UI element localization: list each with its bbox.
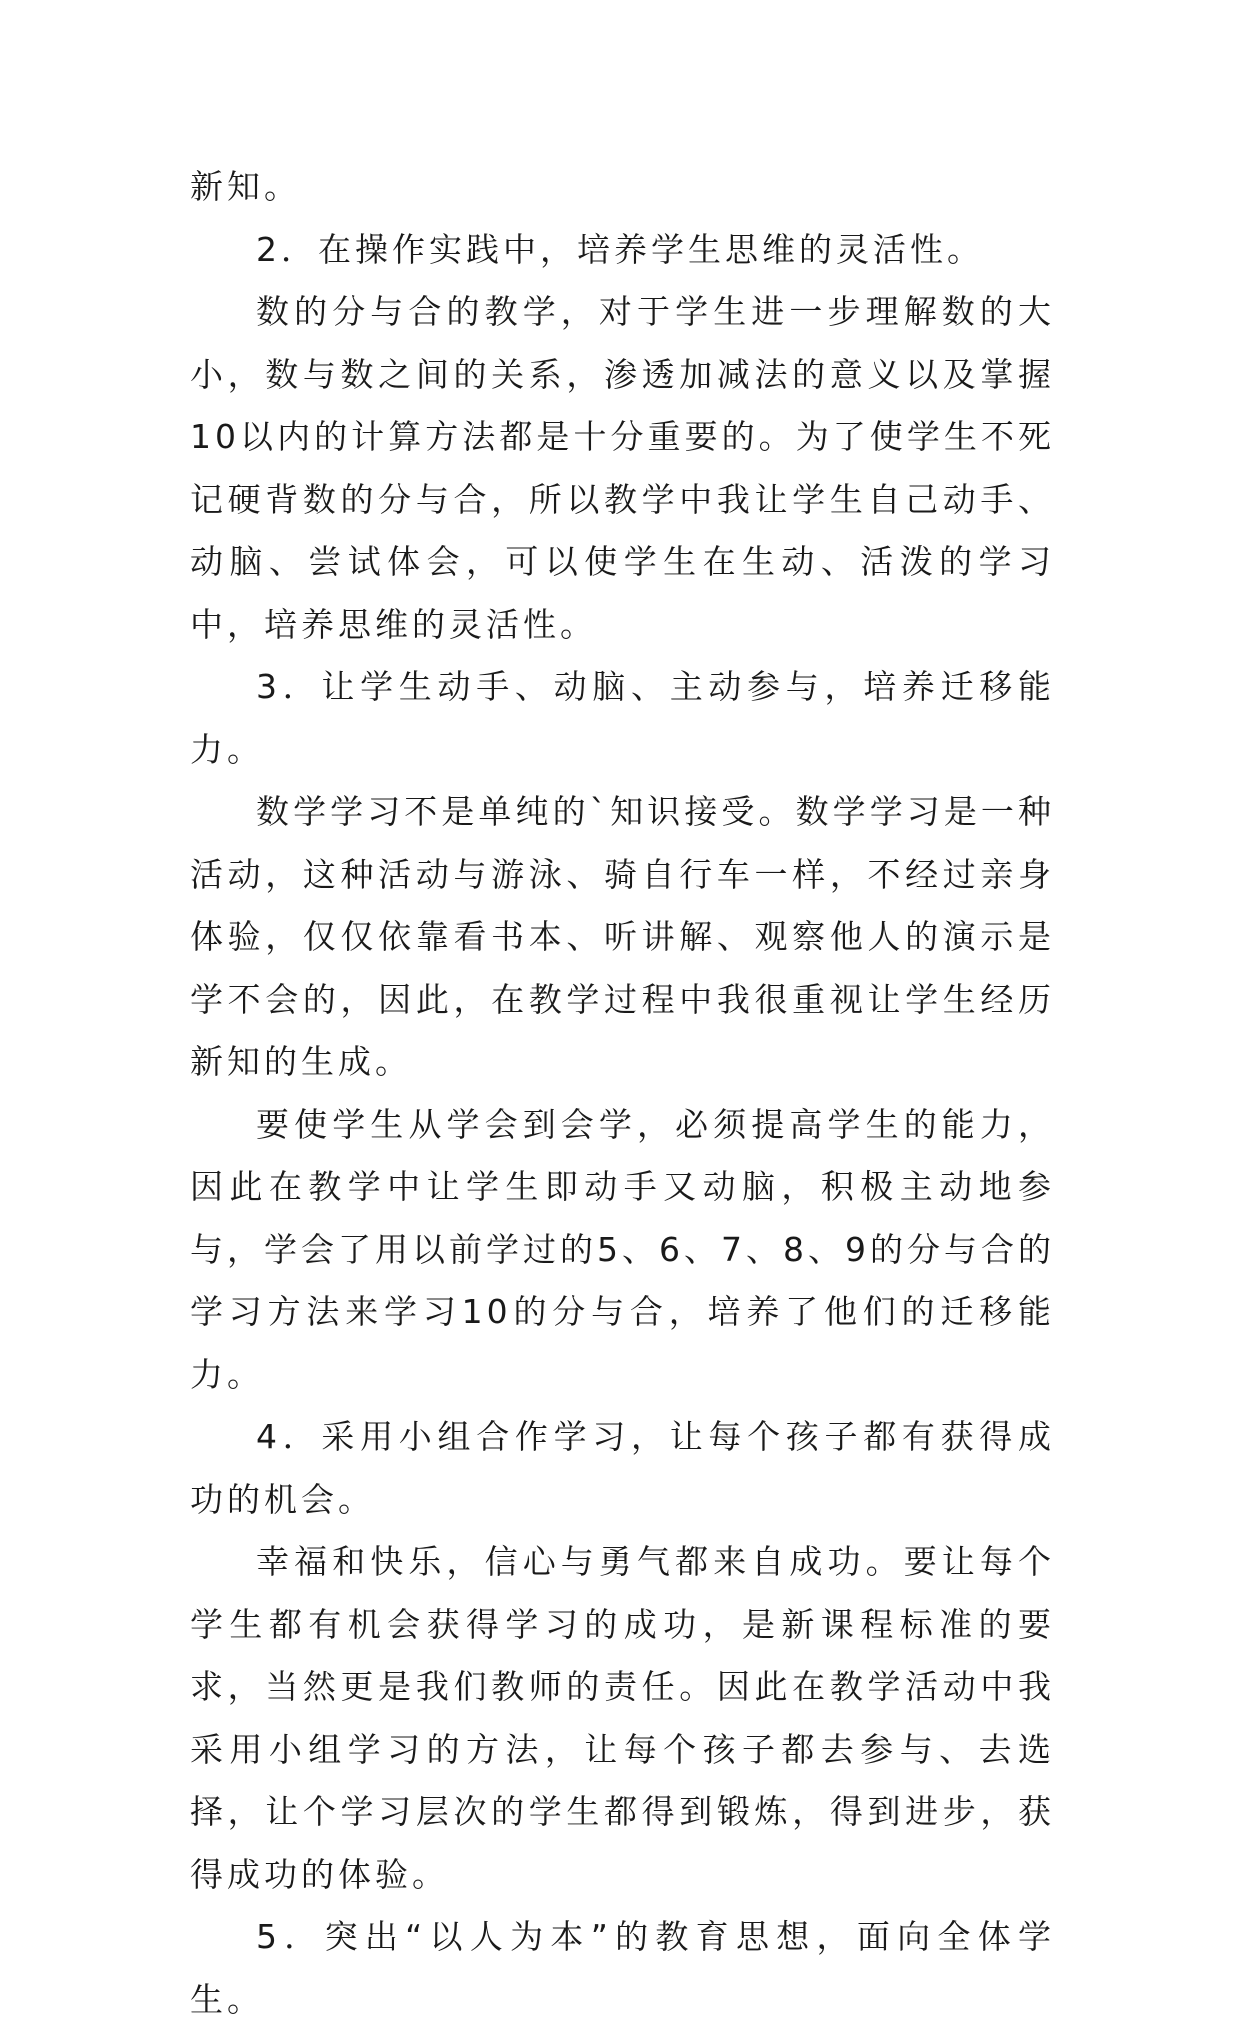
- paragraph: 幸福和快乐，信心与勇气都来自成功。要让每个学生都有机会获得学习的成功，是新课程标准的要求，当然更是我们教师的责任。因此在教学活动中我采用小组学习的方法，让每个孩子都去参与、去选择，让个学习层次的学生都得到锻炼，得到进步，获得成功的体验。: [190, 1542, 1055, 1894]
- paragraph: 要使学生从学会到会学，必须提高学生的能力，因此在教学中让学生即动手又动脑，积极主动地参与，学会了用以前学过的5、6、7、8、9的分与合的学习方法来学习10的分与合，培养了他们的迁移能力。: [190, 1104, 1055, 1394]
- paragraph: 数学学习不是单纯的`知识接受。数学学习是一种活动，这种活动与游泳、骑自行车一样，不经过亲身体验，仅仅依靠看书本、听讲解、观察他人的演示是学不会的，因此，在教学过程中我很重视让学生经历新知的生成。: [190, 792, 1055, 1081]
- section-heading-2: 2．在操作实践中，培养学生思维的灵活性。: [256, 229, 984, 269]
- document-body: [190, 156, 1055, 2031]
- paragraph: 数的分与合的教学，对于学生进一步理解数的大小，数与数之间的关系，渗透加减法的意义以及掌握10以内的计算方法都是十分重要的。为了使学生不死记硬背数的分与合，所以教学中我让学生自己动手、动脑、尝试体会，可以使学生在生动、活泼的学习中，培养思维的灵活性。: [190, 292, 1055, 644]
- section-heading-4: 4．采用小组合作学习，让每个孩子都有获得成功的机会。: [190, 1417, 1055, 1519]
- section-heading-3: 3．让学生动手、动脑、主动参与，培养迁移能力。: [190, 667, 1055, 769]
- section-heading-5: 5．突出“以人为本”的教育思想，面向全体学生。: [190, 1917, 1055, 2019]
- paragraph-continuation: 新知。: [190, 167, 301, 206]
